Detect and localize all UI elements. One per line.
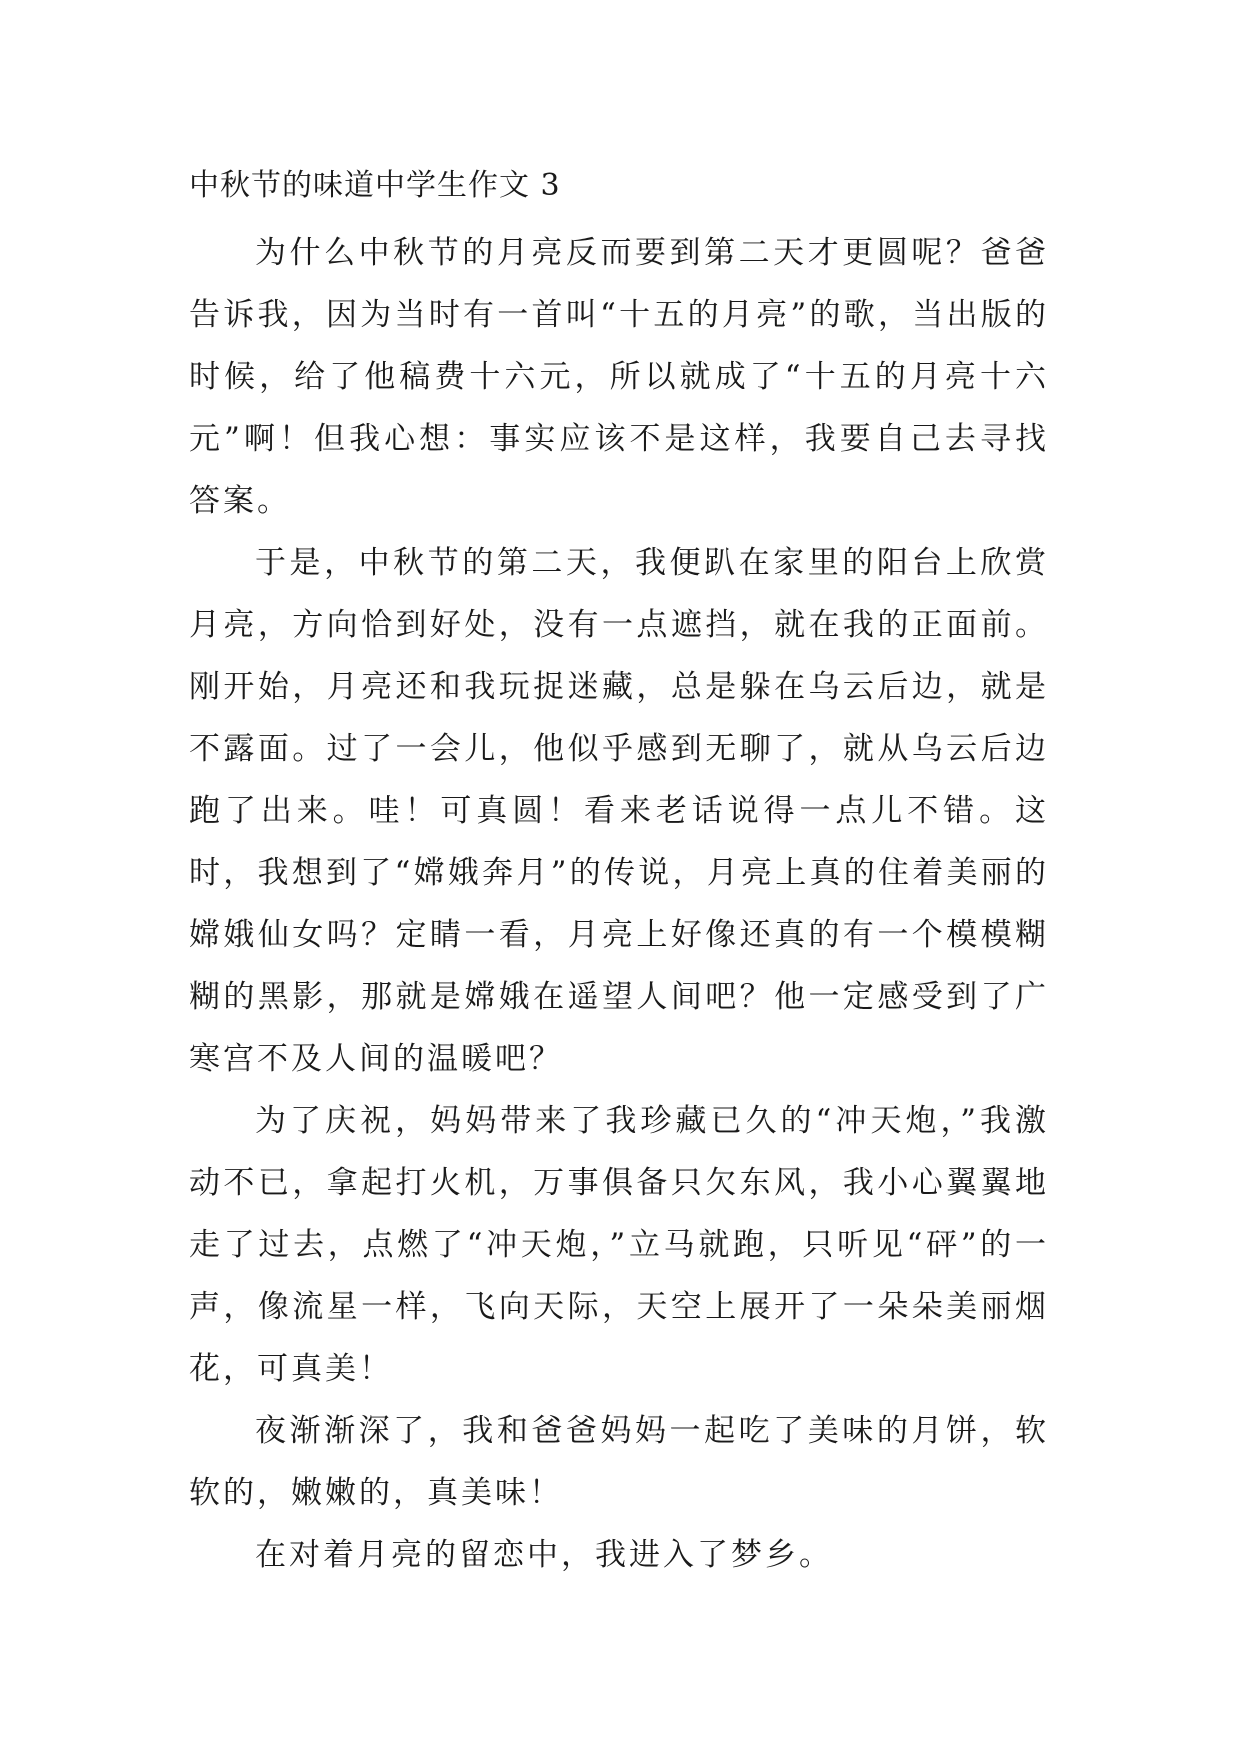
document-body (189, 222, 1049, 1586)
paragraph-1: 为什么中秋节的月亮反而要到第二天才更圆呢？爸爸告诉我，因为当时有一首叫“十五的月亮”的歌，当出版的时候，给了他稿费十六元，所以就成了“十五的月亮十六元”啊！但我心想：事实应该不是这样，我要自己去寻找答案。 (189, 235, 1049, 519)
paragraph-2: 于是，中秋节的第二天，我便趴在家里的阳台上欣赏月亮，方向恰到好处，没有一点遮挡，就在我的正面前。刚开始，月亮还和我玩捉迷藏，总是躲在乌云后边，就是不露面。过了一会儿，他似乎感到无聊了，就从乌云后边跑了出来。哇！可真圆！看来老话说得一点儿不错。这时，我想到了“嫦娥奔月”的传说，月亮上真的住着美丽的嫦娥仙女吗？定睛一看，月亮上好像还真的有一个模模糊糊的黑影，那就是嫦娥在遥望人间吧？他一定感受到了广寒宫不及人间的温暖吧？ (189, 545, 1049, 1077)
document-title: 中秋节的味道中学生作文 3 (189, 168, 561, 203)
paragraph-3: 为了庆祝，妈妈带来了我珍藏已久的“冲天炮，”我激动不已，拿起打火机，万事俱备只欠东风，我小心翼翼地走了过去，点燃了“冲天炮，”立马就跑，只听见“砰”的一声，像流星一样，飞向天际，天空上展开了一朵朵美丽烟花，可真美！ (189, 1103, 1049, 1387)
paragraph-5: 在对着月亮的留恋中，我进入了梦乡。 (255, 1537, 833, 1573)
paragraph-4: 夜渐渐深了，我和爸爸妈妈一起吃了美味的月饼，软软的，嫩嫩的，真美味！ (189, 1413, 1049, 1511)
